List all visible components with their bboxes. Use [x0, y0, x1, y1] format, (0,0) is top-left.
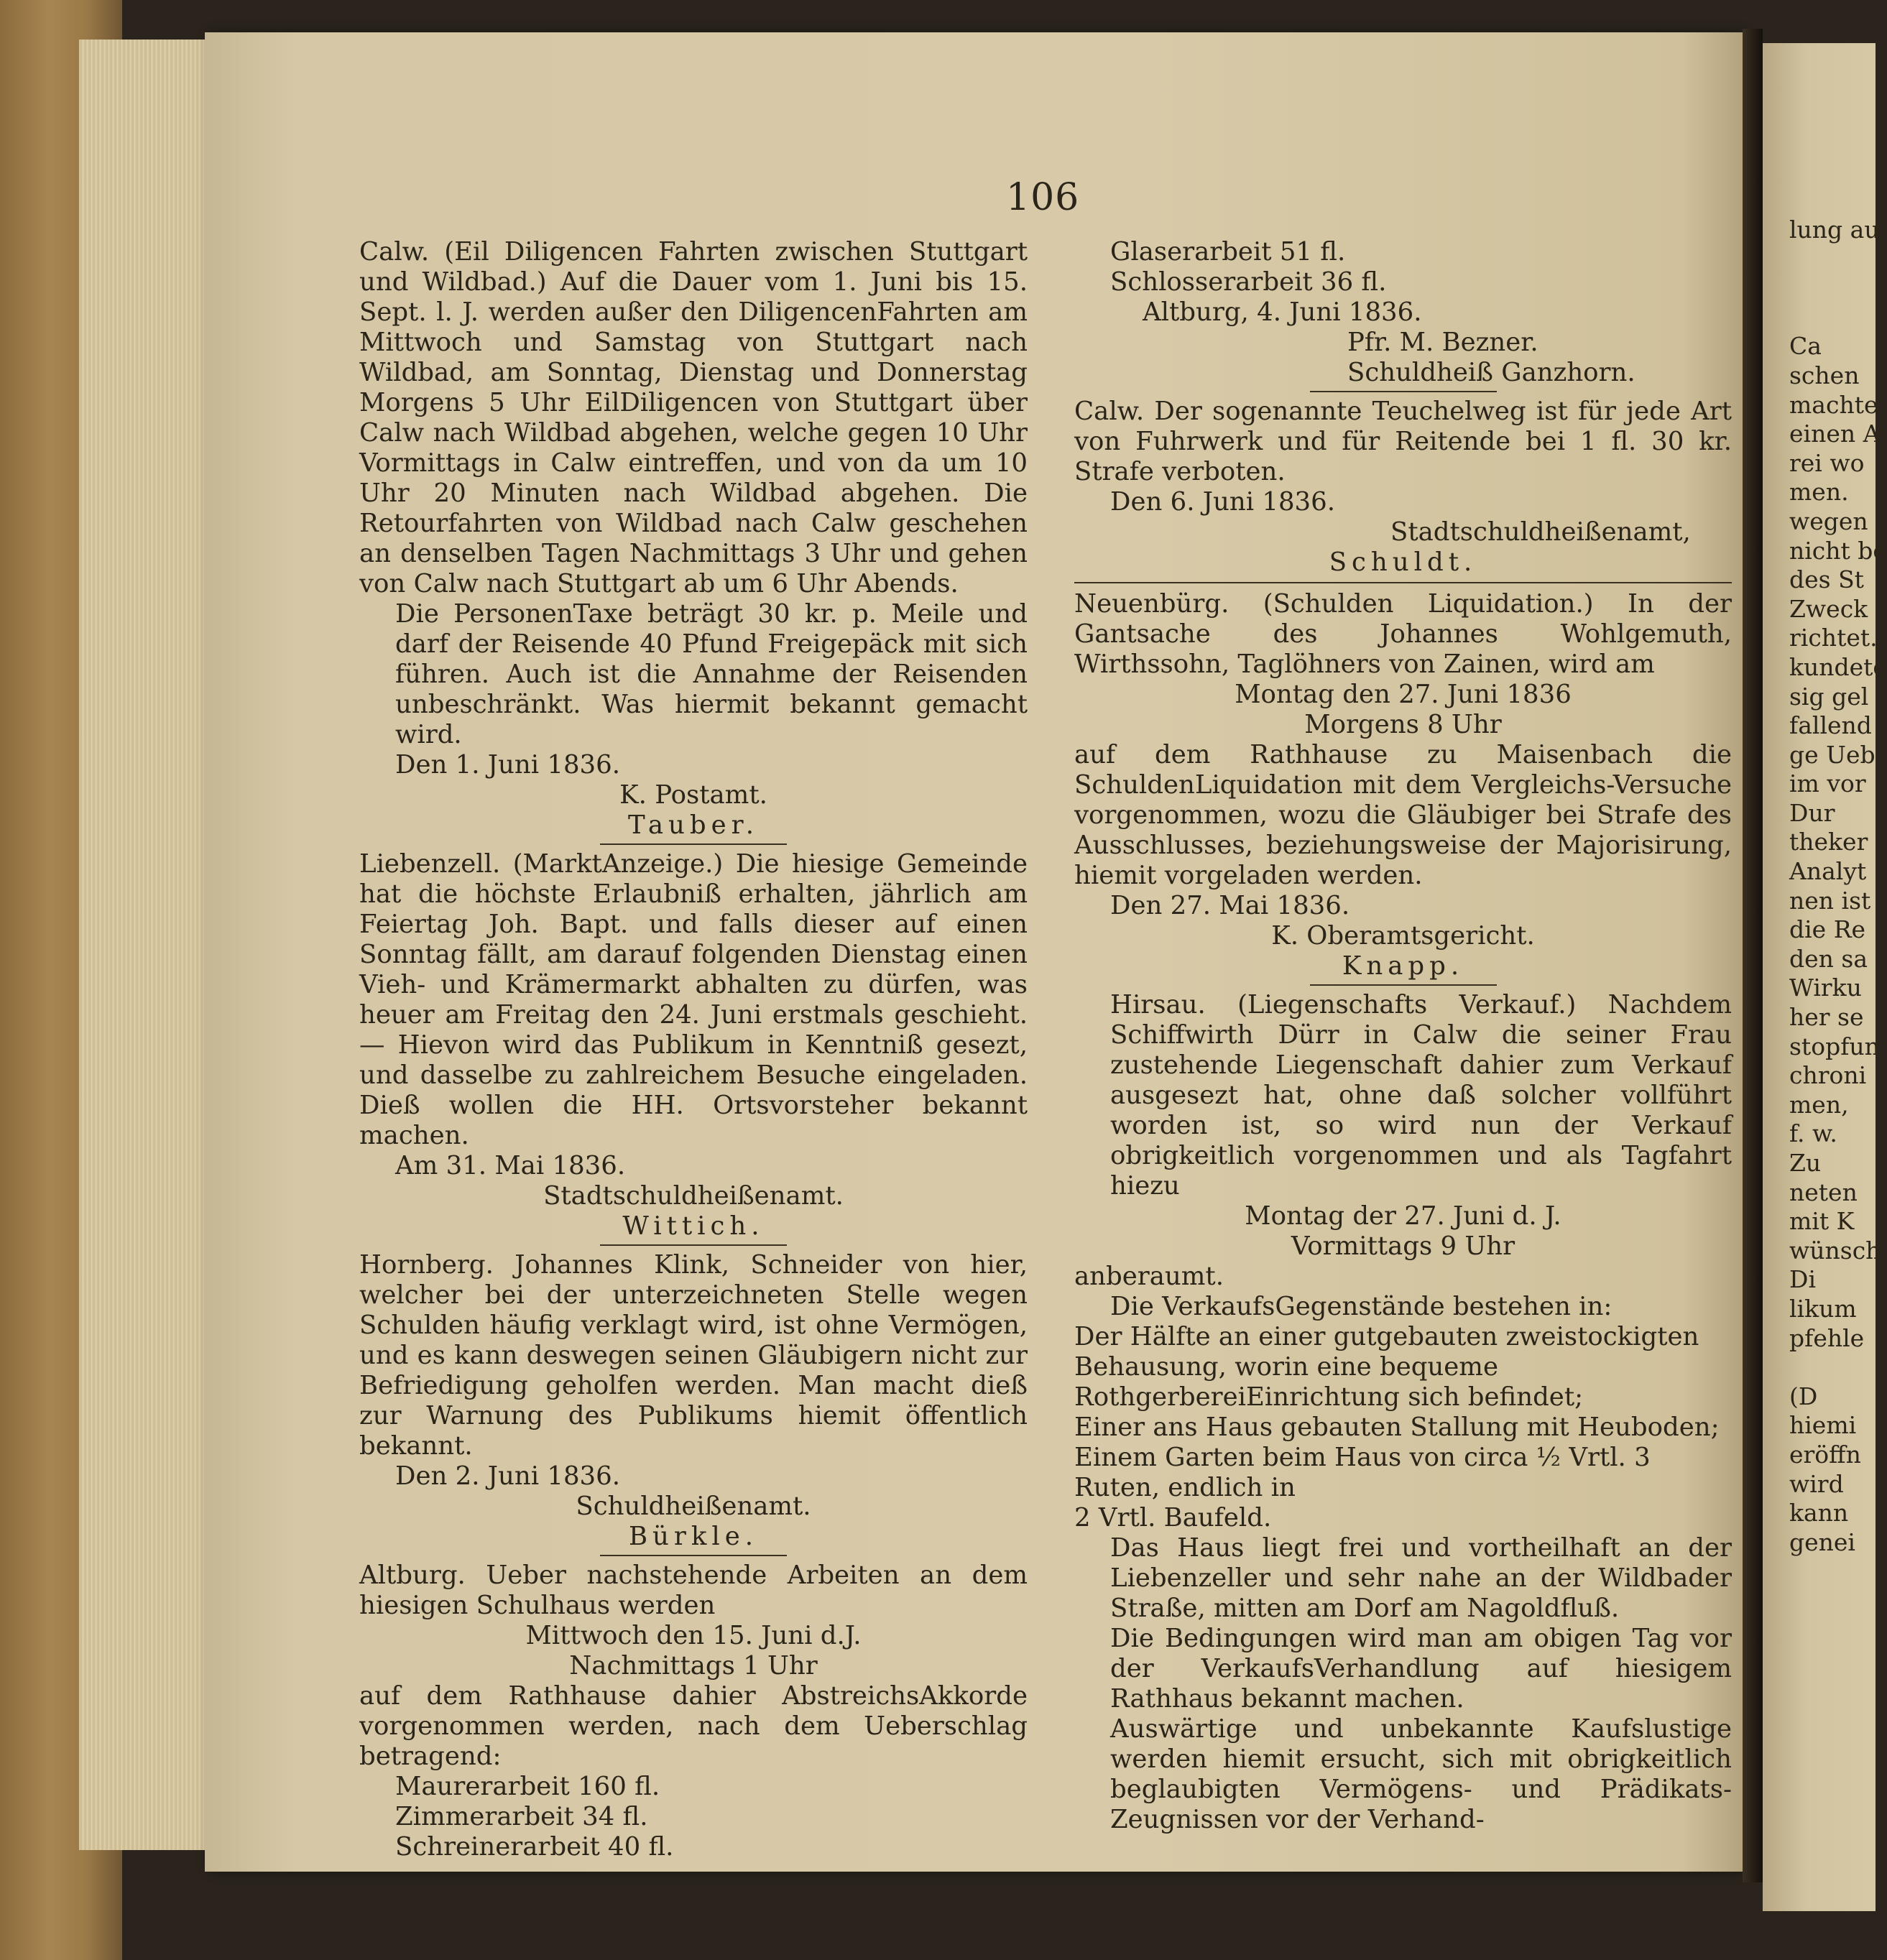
- next-page-fragment-line: Ca: [1789, 332, 1822, 361]
- separator-rule: [1074, 582, 1732, 583]
- right-column: [1074, 237, 1732, 1835]
- right-column-line: Auswärtige und unbekannte Kaufslustige werden hiemit ersucht, sich mit obrigkeitlich beglaubigten Vermögens- und Prädikats-Zeugnissen vor der Verhand-: [1110, 1714, 1732, 1834]
- next-page-fragment-line: schen: [1789, 361, 1860, 389]
- page-number: 106: [1006, 176, 1080, 219]
- next-page-fragment-line: im vor: [1789, 769, 1866, 798]
- next-page-fragment-line: Wirku: [1789, 974, 1862, 1002]
- next-page-fragment-line: mit K: [1789, 1207, 1855, 1236]
- next-page-fragment-line: nicht be: [1789, 536, 1887, 565]
- separator-rule: [1310, 391, 1497, 392]
- next-page-fragment-line: fallend: [1789, 711, 1872, 740]
- next-page-fragment-line: (D: [1789, 1382, 1818, 1410]
- next-page-fragment-line: her se: [1789, 1003, 1864, 1032]
- right-column-line: Hirsau. (Liegenschafts Verkauf.) Nachdem Schiffwirth Dürr in Calw die seiner Frau zustehende Liegenschaft dahier zum Verkauf ausgesezt hat, ohne daß solcher vollführt worden ist, so wird nun der Verkauf obrigkeitlich vorgenommen und als Tagfahrt hiezu: [1110, 990, 1732, 1201]
- left-column-line: auf dem Rathhause dahier AbstreichsAkkorde vorgenommen werden, nach dem Ueberschlag betragend:: [359, 1681, 1028, 1771]
- left-column-line: Nachmittags 1 Uhr: [569, 1651, 818, 1681]
- right-column-line: Vormittags 9 Uhr: [1291, 1231, 1515, 1261]
- left-column-line: K. Postamt.: [619, 780, 767, 810]
- next-page-fragment-line: eröffn: [1789, 1440, 1861, 1469]
- left-column-line: Bürkle.: [628, 1522, 759, 1551]
- next-page-column: [1789, 216, 1887, 1557]
- left-column-line: Zimmerarbeit 34 fl.: [395, 1802, 648, 1831]
- next-page-fragment-line: einen A: [1789, 420, 1881, 448]
- left-column: [359, 237, 1028, 1862]
- separator-rule: [600, 1244, 787, 1246]
- next-page-fragment-line: kundete: [1789, 652, 1887, 681]
- left-column-line: Altburg. Ueber nachstehende Arbeiten an dem hiesigen Schulhaus werden: [359, 1561, 1028, 1620]
- right-column-line: Montag den 27. Juni 1836: [1235, 680, 1572, 709]
- next-page-fragment-line: wird: [1789, 1469, 1844, 1498]
- next-page-fragment-line: ge Ueb: [1789, 740, 1876, 769]
- right-column-line: Stadtschuldheißenamt,: [1390, 517, 1691, 547]
- next-page-fragment-line: Di: [1789, 1265, 1817, 1294]
- right-column-line: Den 27. Mai 1836.: [1110, 891, 1350, 920]
- right-column-line: Glaserarbeit 51 fl.: [1110, 237, 1346, 267]
- left-column-line: Wittich.: [622, 1211, 765, 1241]
- right-column-line: Knapp.: [1342, 951, 1464, 981]
- next-page-fragment-line: die Re: [1789, 915, 1866, 944]
- right-column-line: Schuldheiß Ganzhorn.: [1347, 358, 1635, 387]
- next-page-fragment-line: [1789, 303, 1876, 333]
- left-column-line: Stadtschuldheißenamt.: [543, 1181, 844, 1211]
- left-column-line: Calw. (Eil Diligencen Fahrten zwischen Stuttgart und Wildbad.) Auf die Dauer vom 1. Juni bis 15. Sept. l. J. werden außer den DiligencenFahrten am Mittwoch und Samstag von Stuttgart nach Wildbad, am Sonntag, Dienstag und Donnerstag Morgens 5 Uhr EilDiligencen von Stuttgart über Calw nach Wildbad abgehen, welche gegen 10 Uhr Vormittags in Calw eintreffen, und von da um 10 Uhr 20 Minuten nach Wildbad abgehen. Die Retourfahrten von Wildbad nach Calw geschehen an denselben Tagen Nachmittags 3 Uhr und gehen von Calw nach Stuttgart ab um 6 Uhr Abends.: [359, 237, 1028, 598]
- right-column-line: Neuenbürg. (Schulden Liquidation.) In der Gantsache des Johannes Wohlgemuth, Wirthssohn, Taglöhners von Zainen, wird am: [1074, 589, 1732, 679]
- next-page-fragment-line: pfehle: [1789, 1323, 1865, 1352]
- left-column-line: Den 1. Juni 1836.: [395, 750, 620, 780]
- book-gutter: [1743, 29, 1763, 1882]
- next-page-fragment-line: men.: [1789, 478, 1849, 507]
- right-column-line: Altburg, 4. Juni 1836.: [1143, 297, 1422, 327]
- next-page-fragment-line: Zu: [1789, 1149, 1822, 1177]
- next-page-fragment-line: machte: [1789, 390, 1878, 419]
- right-column-line: Calw. Der sogenannte Teuchelweg ist für jede Art von Fuhrwerk und für Reitende bei 1 fl. 30 kr. Strafe verboten.: [1074, 397, 1732, 486]
- page-edges: [79, 40, 205, 1850]
- right-column-line: Die Bedingungen wird man am obigen Tag vor der VerkaufsVerhandlung auf hiesigem Rathhaus bekannt machen.: [1110, 1624, 1732, 1714]
- next-page-fragment-line: neten: [1789, 1178, 1858, 1206]
- next-page-fragment-line: chroni: [1789, 1061, 1867, 1090]
- right-column-line: Die VerkaufsGegenstände bestehen in:: [1110, 1292, 1613, 1321]
- right-column-line: Schuldt.: [1329, 547, 1477, 577]
- right-column-line: Pfr. M. Bezner.: [1347, 328, 1538, 357]
- right-column-line: K. Oberamtsgericht.: [1271, 921, 1535, 951]
- next-page-fragment-line: likum: [1789, 1294, 1857, 1323]
- left-column-line: Den 2. Juni 1836.: [395, 1461, 620, 1491]
- next-page-fragment-line: richtet.: [1789, 624, 1878, 652]
- right-column-line: Den 6. Juni 1836.: [1110, 487, 1335, 517]
- next-page-fragment-line: kann: [1789, 1499, 1849, 1527]
- next-page-fragment-line: Zweck: [1789, 594, 1868, 623]
- left-column-line: Schreinerarbeit 40 fl.: [395, 1832, 674, 1862]
- next-page-fragment-line: sig gel: [1789, 682, 1869, 711]
- separator-rule: [600, 843, 787, 845]
- left-column-line: Die PersonenTaxe beträgt 30 kr. p. Meile und darf der Reisende 40 Pfund Freigepäck mit sich führen. Auch ist die Annahme der Reisenden unbeschränkt. Was hiermit bekannt gemacht wird.: [395, 599, 1028, 749]
- right-column-line: Schlosserarbeit 36 fl.: [1110, 267, 1387, 297]
- next-page-fragment-line: rei wo: [1789, 448, 1865, 477]
- right-column-line: Morgens 8 Uhr: [1304, 710, 1502, 739]
- next-page-fragment-line: den sa: [1789, 944, 1868, 973]
- left-column-line: Maurerarbeit 160 fl.: [395, 1772, 660, 1801]
- next-page-fragment-line: [1789, 274, 1876, 303]
- right-column-line: Einem Garten beim Haus von circa ½ Vrtl. 3 Ruten, endlich in: [1074, 1443, 1651, 1502]
- next-page-fragment-line: lung au: [1789, 216, 1880, 244]
- separator-rule: [1310, 984, 1497, 986]
- right-column-line: Das Haus liegt frei und vortheilhaft an der Liebenzeller und sehr nahe an der Wildbader Straße, mitten am Dorf am Nagoldfluß.: [1110, 1533, 1732, 1623]
- next-page-fragment-line: Dur: [1789, 798, 1835, 827]
- next-page-fragment-line: hiemi: [1789, 1411, 1857, 1440]
- left-column-line: Schuldheißenamt.: [576, 1492, 811, 1521]
- right-column-line: anberaumt.: [1074, 1262, 1224, 1291]
- next-page-fragment-line: stopfun: [1789, 1032, 1880, 1060]
- next-page-fragment-line: [1789, 1353, 1876, 1382]
- left-column-line: Liebenzell. (MarktAnzeige.) Die hiesige Gemeinde hat die höchste Erlaubniß erhalten, jährlich am Feiertag Joh. Bapt. und falls dieser auf einen Sonntag fällt, am darauf folgenden Dienstag einen Vieh- und Krämermarkt abhalten zu dürfen, was heuer am Freitag den 24. Juni erstmals geschieht.— Hievon wird das Publikum in Kenntniß gesezt, und dasselbe zu zahlreichem Besuche eingeladen. Dieß wollen die HH. Ortsvorsteher bekannt machen.: [359, 849, 1028, 1150]
- next-page-fragment-line: nen ist: [1789, 886, 1871, 915]
- right-column-line: 2 Vrtl. Baufeld.: [1074, 1503, 1272, 1533]
- next-page-fragment-line: des St: [1789, 565, 1864, 594]
- next-page-fragment-line: f. w.: [1789, 1119, 1837, 1148]
- left-column-line: Tauber.: [627, 810, 760, 840]
- next-page-fragment-line: theker: [1789, 828, 1868, 856]
- next-page-fragment-line: genei: [1789, 1527, 1855, 1556]
- next-page-fragment-line: Analyt: [1789, 857, 1867, 886]
- right-column-line: Montag der 27. Juni d. J.: [1245, 1201, 1561, 1231]
- right-column-line: Einer ans Haus gebauten Stallung mit Heuboden;: [1074, 1413, 1720, 1442]
- next-page-fragment-line: wegen: [1789, 507, 1868, 535]
- separator-rule: [600, 1555, 787, 1556]
- next-page-fragment-line: [1789, 245, 1876, 274]
- next-page-fragment-line: wünsch: [1789, 1236, 1881, 1265]
- next-page-fragment-line: men,: [1789, 1090, 1849, 1119]
- left-column-line: Hornberg. Johannes Klink, Schneider von hier, welcher bei der unterzeichneten Stelle wegen Schulden häufig verklagt wird, ist ohne Vermögen, und es kann deswegen seinen Gläubigern nicht zur Befriedigung geholfen werden. Man macht dieß zur Warnung des Publikums hiemit öffentlich bekannt.: [359, 1250, 1028, 1461]
- left-column-line: Am 31. Mai 1836.: [395, 1151, 626, 1180]
- left-column-line: Mittwoch den 15. Juni d.J.: [525, 1621, 862, 1650]
- right-column-line: Der Hälfte an einer gutgebauten zweistockigten Behausung, worin eine bequeme RothgerbereiEinrichtung sich befindet;: [1074, 1322, 1699, 1412]
- right-column-line: auf dem Rathhause zu Maisenbach die SchuldenLiquidation mit dem Vergleichs-Versuche vorgenommen, wozu die Gläubiger bei Strafe des Ausschlusses, beziehungsweise der Majorisirung, hiemit vorgeladen werden.: [1074, 740, 1732, 890]
